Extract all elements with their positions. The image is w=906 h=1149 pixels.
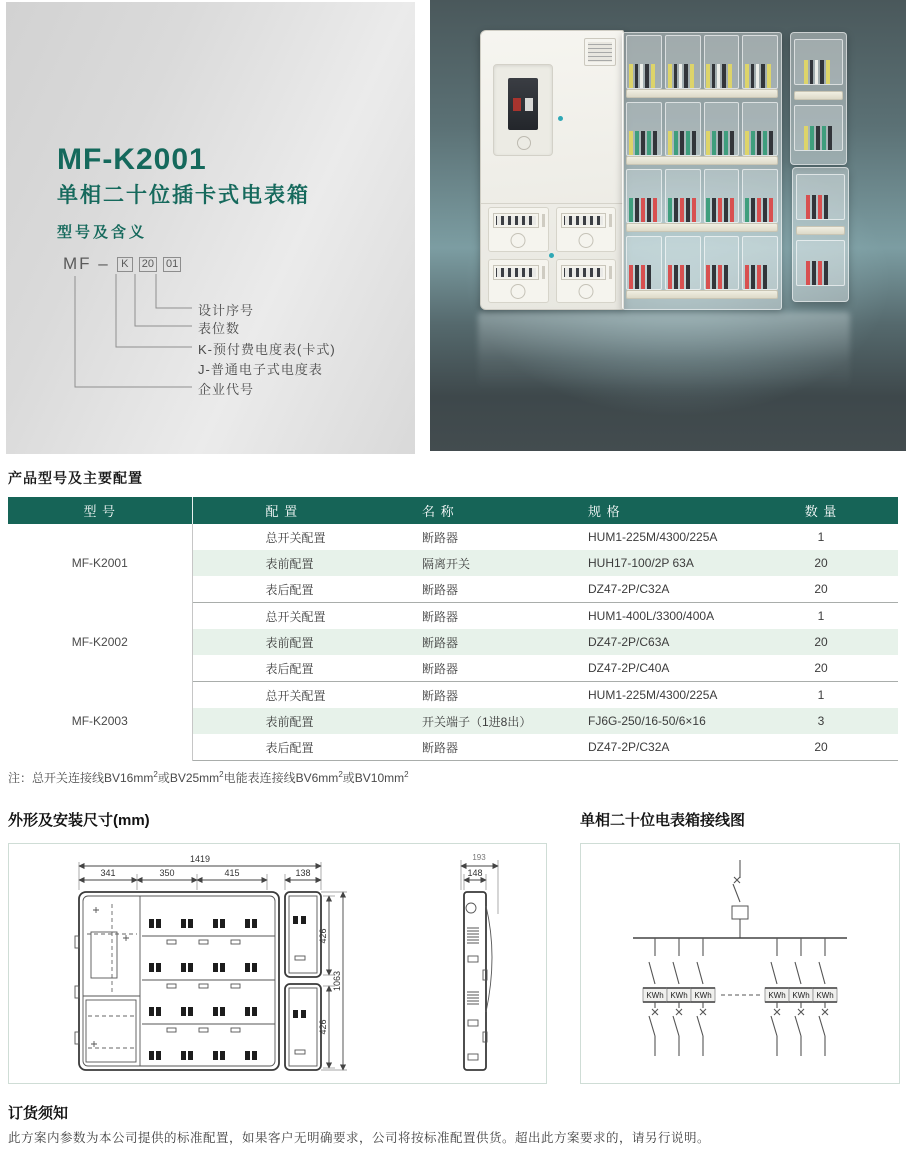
breaker-indicator-red: [513, 98, 521, 111]
kwh-meter-label: KWh: [694, 991, 712, 1000]
dim-right-bottom: 426: [318, 1019, 328, 1035]
label-design-serial: 设计序号: [198, 303, 255, 318]
wire-bundle: [745, 131, 775, 155]
note-text: 或BV25mm: [157, 771, 220, 785]
wire-bundle: [629, 131, 659, 155]
config-cell: 表前配置: [192, 708, 410, 734]
config-cell: 表前配置: [192, 629, 410, 655]
qty-cell: 20: [770, 576, 898, 603]
dim-seg3: 415: [224, 868, 240, 878]
meter-rail: [626, 156, 778, 165]
code-box-01: 01: [163, 257, 181, 272]
wire-bundle: [629, 198, 659, 222]
meter-rail: [794, 91, 843, 100]
note-sup: 2: [219, 770, 224, 779]
col-header-spec: 规 格: [575, 497, 770, 524]
meter-rail: [626, 89, 778, 98]
terminal-panel: [556, 207, 617, 252]
door-vent: [584, 38, 616, 66]
wire-bundle: [706, 265, 736, 289]
spec-cell: FJ6G-250/16-50/6×16: [575, 708, 770, 734]
spec-cell: HUM1-225M/4300/225A: [588, 688, 718, 702]
config-cell: 表后配置: [192, 576, 410, 603]
config-cell: 总开关配置: [265, 609, 326, 624]
note-sup: 2: [338, 770, 343, 779]
qty-cell: 1: [817, 609, 825, 623]
dim-seg2: 350: [159, 868, 175, 878]
side-meter-box-top: [790, 32, 847, 165]
qty-cell: 3: [770, 708, 898, 734]
kwh-meter-label: KWh: [646, 991, 664, 1000]
wiring-heading: 单相二十位电表箱接线图: [580, 812, 746, 829]
name-cell: 断路器: [410, 655, 575, 682]
table-row: [8, 524, 898, 550]
meter-row: [623, 102, 781, 156]
dim-depth-inner: 148: [467, 868, 483, 878]
note-text: 注：总开关连接线BV16mm: [8, 771, 154, 785]
terminal-panel: [488, 207, 549, 252]
door-seam: [481, 203, 623, 204]
config-cell: 总开关配置: [265, 688, 326, 703]
breaker-indicator-white: [525, 98, 533, 111]
col-header-name: 名 称: [410, 497, 575, 524]
product-model-title: MF-K2001: [57, 143, 207, 176]
config-cell: 总开关配置: [265, 530, 326, 545]
product-photo: [430, 0, 906, 451]
kwh-meter-label: KWh: [768, 991, 786, 1000]
kwh-meter-label: KWh: [670, 991, 688, 1000]
meter-rail: [626, 223, 778, 232]
spec-cell: DZ47-2P/C40A: [575, 655, 770, 682]
kwh-meter-label: KWh: [816, 991, 834, 1000]
col-header-model: 型 号: [8, 497, 192, 524]
model-cell: MF-K2001: [8, 524, 192, 603]
floor-reflection: [478, 312, 850, 390]
config-cell: 表后配置: [192, 655, 410, 682]
terminal-panel: [556, 259, 617, 304]
name-cell: 断路器: [410, 576, 575, 603]
spec-cell: HUM1-225M/4300/225A: [588, 530, 718, 544]
spec-cell: DZ47-2P/C63A: [575, 629, 770, 655]
name-cell: 断路器: [422, 609, 459, 624]
name-cell: 断路器: [410, 734, 575, 761]
meter-row: [623, 236, 781, 290]
wire-bundle: [629, 64, 659, 88]
note-sup: 2: [404, 770, 409, 779]
wiring-diagram: [580, 843, 900, 1084]
wire-bundle: [668, 64, 698, 88]
table-header-row: [8, 497, 898, 524]
qty-cell: 20: [770, 655, 898, 682]
label-j-type: J-普通电子式电度表: [198, 362, 323, 377]
terminal-panel: [488, 259, 549, 304]
col-header-config: 配 置: [192, 497, 410, 524]
wire-bundle: [804, 60, 834, 84]
wire-bundle: [706, 131, 736, 155]
meter-box-main-door: [480, 30, 624, 310]
main-breaker: [508, 78, 538, 130]
model-info-panel: [6, 2, 415, 454]
name-cell: 断路器: [410, 629, 575, 655]
wire-bundle: [668, 265, 698, 289]
order-notes-body: 此方案内参数为本公司提供的标准配置，如果客户无明确要求，公司将按标准配置供货。超出此方案要求的，请另行说明。: [8, 1131, 711, 1145]
wire-bundle: [806, 261, 836, 285]
label-meter-count: 表位数: [198, 321, 241, 336]
qty-cell: 20: [770, 734, 898, 761]
wire-bundle: [745, 265, 775, 289]
dim-seg1: 341: [100, 868, 116, 878]
dim-seg4: 138: [295, 868, 311, 878]
meter-row: [623, 35, 781, 89]
label-company-code: 企业代号: [198, 382, 255, 397]
model-cell: MF-K2003: [8, 682, 192, 761]
spec-cell: HUM1-400L/3300/400A: [588, 609, 715, 623]
code-box-20: 20: [139, 257, 157, 272]
code-prefix: MF –: [63, 254, 110, 273]
name-cell: 开关端子（1进8出）: [410, 708, 575, 734]
qty-cell: 1: [817, 688, 825, 702]
wire-bundle: [668, 131, 698, 155]
col-header-qty: 数 量: [770, 497, 898, 524]
side-meter-box-bottom: [792, 167, 849, 302]
wiring-figure: [581, 844, 899, 1083]
note-text: 或BV10mm: [342, 771, 405, 785]
wire-bundle: [804, 126, 834, 150]
terminal-panels: [488, 207, 616, 303]
table-row: [8, 603, 898, 630]
order-notes-heading: 订货须知: [8, 1105, 69, 1122]
wire-bundle: [745, 64, 775, 88]
name-cell: 隔离开关: [410, 550, 575, 576]
meter-rail: [796, 226, 845, 235]
main-breaker-window: [493, 64, 553, 156]
wire-bundle: [706, 198, 736, 222]
seal-knockout: [517, 136, 531, 150]
config-table: [8, 497, 898, 761]
code-box-k: K: [117, 257, 133, 272]
spec-cell: DZ47-2P/C32A: [575, 576, 770, 603]
product-subtitle: 单相二十位插卡式电表箱: [57, 184, 310, 207]
wire-bundle: [745, 198, 775, 222]
meter-row: [623, 169, 781, 223]
qty-cell: 1: [817, 530, 825, 544]
wire-bundle: [806, 195, 836, 219]
spec-cell: DZ47-2P/C32A: [575, 734, 770, 761]
label-k-type: K-预付费电度表(卡式): [198, 342, 336, 357]
qty-cell: 20: [770, 550, 898, 576]
teal-dot: [558, 116, 563, 121]
dim-right-top: 426: [318, 928, 328, 944]
config-cell: 表后配置: [192, 734, 410, 761]
meter-compartments: [622, 32, 782, 310]
dim-right-total: 1063: [332, 970, 342, 992]
note-sup: 2: [153, 770, 158, 779]
spec-cell: HUH17-100/2P 63A: [575, 550, 770, 576]
model-cell: MF-K2002: [8, 603, 192, 682]
name-cell: 断路器: [422, 688, 459, 703]
table-row: [8, 682, 898, 709]
kwh-meter-label: KWh: [792, 991, 810, 1000]
wire-bundle: [629, 265, 659, 289]
wire-bundle: [706, 64, 736, 88]
dimension-drawing: [8, 843, 547, 1084]
model-meaning-heading: 型号及含义: [57, 224, 148, 241]
config-table-title: 产品型号及主要配置: [8, 470, 143, 486]
name-cell: 断路器: [422, 530, 459, 545]
dim-depth: 193: [472, 853, 486, 862]
config-cell: 表前配置: [192, 550, 410, 576]
dimensions-heading: 外形及安装尺寸(mm): [8, 812, 150, 829]
meter-rail: [626, 290, 778, 299]
wire-bundle: [668, 198, 698, 222]
wiring-note: [8, 769, 409, 786]
qty-cell: 20: [770, 629, 898, 655]
dimension-figure: [9, 844, 546, 1083]
note-text: 电能表连接线BV6mm: [223, 771, 339, 785]
dim-total-width: 1419: [189, 854, 211, 864]
